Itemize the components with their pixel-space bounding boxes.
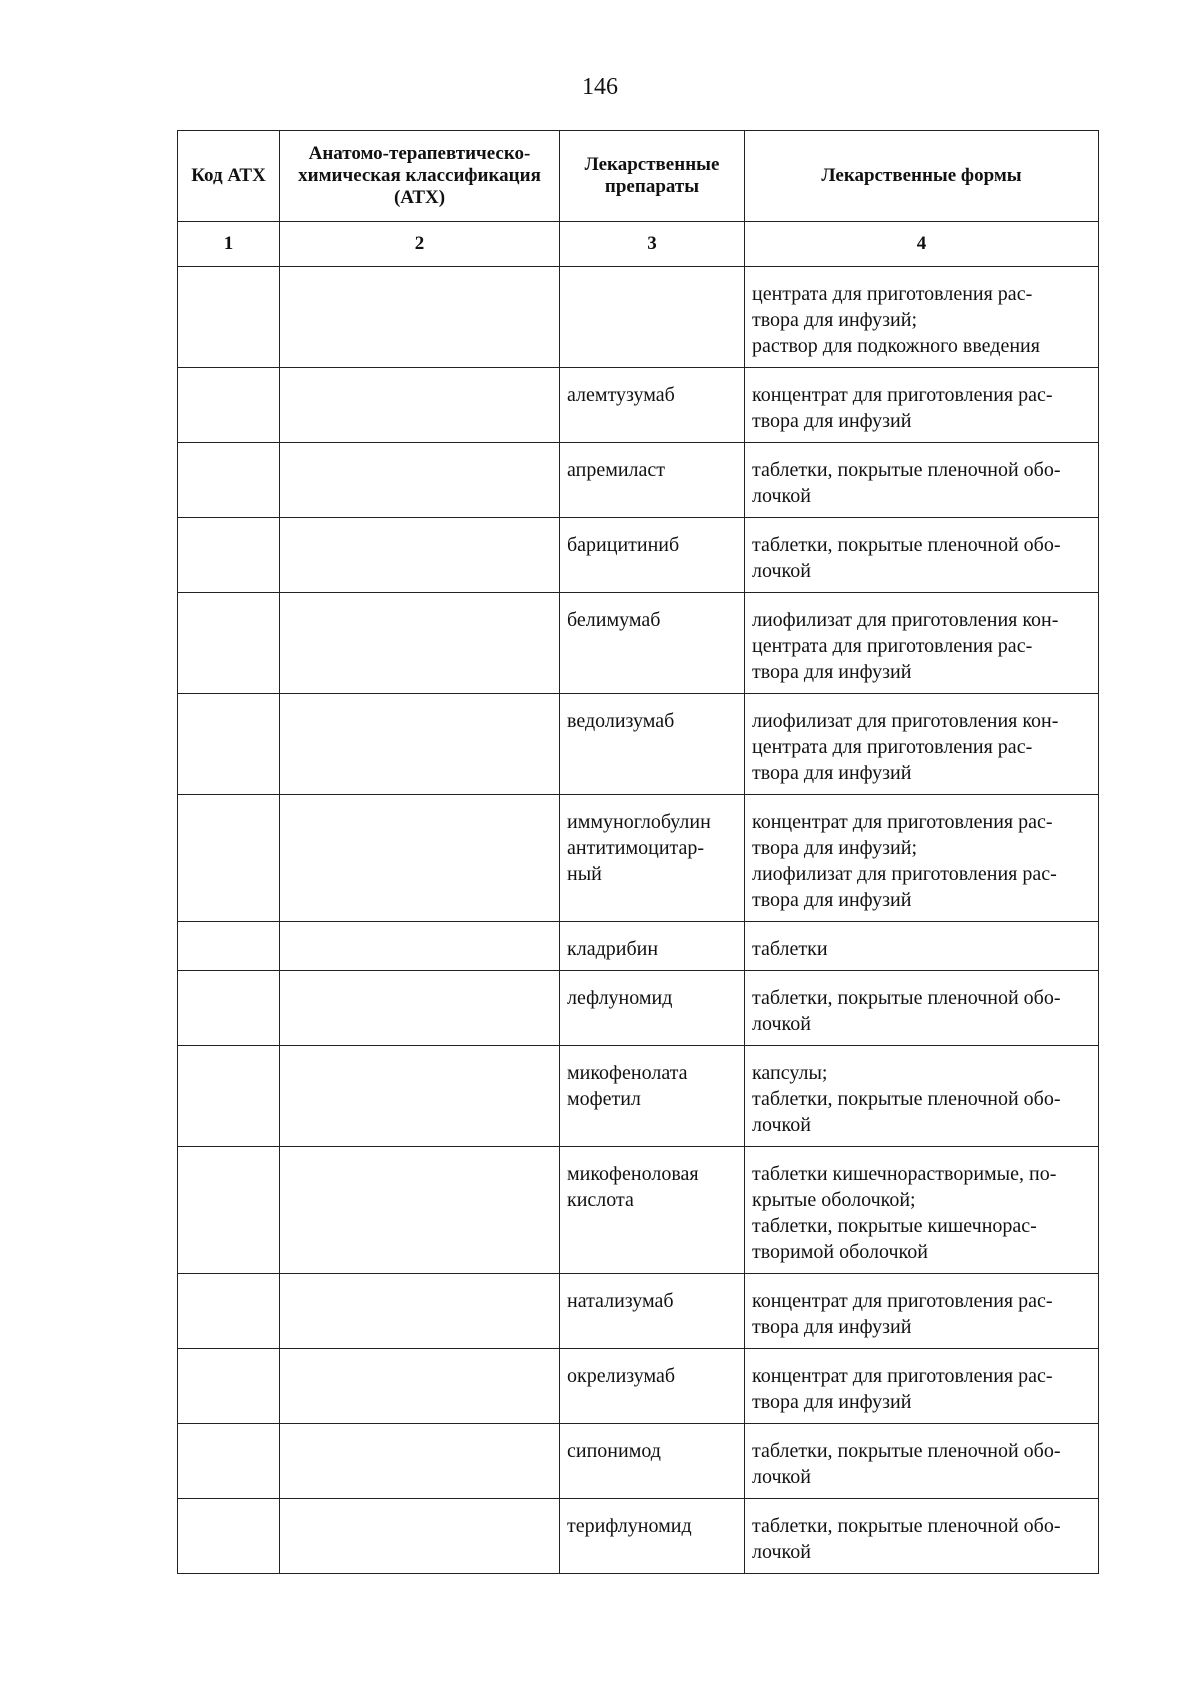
form-line: таблетки, покрытые пленочной обо- — [752, 1440, 1061, 1462]
cell-code — [178, 443, 280, 518]
atx-table — [177, 130, 1099, 1574]
cell-drug — [560, 518, 745, 593]
cell-drug — [560, 1274, 745, 1349]
cell-classification — [280, 518, 560, 593]
form-line: лочкой — [752, 1013, 811, 1035]
form-line: лочкой — [752, 485, 811, 507]
cell-drug — [560, 1499, 745, 1574]
cell-code — [178, 971, 280, 1046]
form-line: раствор для подкожного введения — [752, 335, 1040, 357]
cell-code — [178, 518, 280, 593]
header-classification: Анатомо-терапевтическо-химическая классификация (АТХ) — [280, 131, 560, 222]
cell-classification — [280, 593, 560, 694]
table-row — [178, 922, 1099, 971]
column-number-row — [178, 222, 1099, 267]
cell-forms — [745, 1499, 1099, 1574]
cell-forms — [745, 368, 1099, 443]
form-line: таблетки, покрытые пленочной обо- — [752, 1088, 1061, 1110]
form-line: твора для инфузий — [752, 410, 912, 432]
form-line: концентрат для приготовления рас- — [752, 384, 1053, 406]
drug-name-line: терифлуномид — [567, 1515, 692, 1537]
drug-name-line: антитимоцитар- — [567, 837, 705, 859]
form-line: твора для инфузий; — [752, 309, 918, 331]
cell-classification — [280, 443, 560, 518]
cell-forms — [745, 593, 1099, 694]
table-header-row — [178, 131, 1099, 222]
header-code: Код АТХ — [178, 131, 280, 222]
form-line: таблетки, покрытые пленочной обо- — [752, 534, 1061, 556]
drug-name-line: кислота — [567, 1189, 634, 1211]
cell-code — [178, 922, 280, 971]
form-line: концентрат для приготовления рас- — [752, 1365, 1053, 1387]
cell-code — [178, 1424, 280, 1499]
drug-name-line: мофетил — [567, 1088, 641, 1110]
column-number: 1 — [178, 222, 280, 267]
form-line: капсулы; — [752, 1062, 828, 1084]
drug-name-line: сипонимод — [567, 1440, 661, 1462]
drug-name-line: натализумаб — [567, 1290, 674, 1312]
drug-name-line: ведолизумаб — [567, 710, 675, 732]
table-row — [178, 1499, 1099, 1574]
table-row — [178, 593, 1099, 694]
drug-name-line: иммуноглобулин — [567, 811, 711, 833]
table-row — [178, 1274, 1099, 1349]
form-line: концентрат для приготовления рас- — [752, 811, 1053, 833]
cell-forms — [745, 1147, 1099, 1274]
cell-classification — [280, 922, 560, 971]
cell-classification — [280, 1274, 560, 1349]
table-row — [178, 1424, 1099, 1499]
form-line: лочкой — [752, 1466, 811, 1488]
cell-code — [178, 795, 280, 922]
form-line: лиофилизат для приготовления кон- — [752, 710, 1059, 732]
cell-classification — [280, 971, 560, 1046]
cell-classification — [280, 1147, 560, 1274]
cell-forms — [745, 443, 1099, 518]
cell-classification — [280, 795, 560, 922]
cell-forms — [745, 922, 1099, 971]
form-line: крытые оболочкой; — [752, 1189, 916, 1211]
form-line: центрата для приготовления рас- — [752, 283, 1033, 305]
page-number: 146 — [582, 74, 618, 100]
form-line: твора для инфузий — [752, 889, 912, 911]
cell-forms — [745, 267, 1099, 368]
table-row — [178, 971, 1099, 1046]
column-number: 2 — [280, 222, 560, 267]
cell-classification — [280, 1424, 560, 1499]
cell-drug — [560, 1147, 745, 1274]
cell-forms — [745, 795, 1099, 922]
cell-forms — [745, 1349, 1099, 1424]
drug-name-line: микофенолата — [567, 1062, 688, 1084]
header-drugs: Лекарственные препараты — [560, 131, 745, 222]
drug-name-line: микофеноловая — [567, 1163, 699, 1185]
cell-code — [178, 1499, 280, 1574]
table-row — [178, 368, 1099, 443]
cell-drug — [560, 1046, 745, 1147]
table-row — [178, 1147, 1099, 1274]
header-forms: Лекарственные формы — [745, 131, 1099, 222]
cell-code — [178, 1147, 280, 1274]
table-row — [178, 518, 1099, 593]
drug-name-line: алемтузумаб — [567, 384, 675, 406]
cell-code — [178, 1349, 280, 1424]
cell-classification — [280, 267, 560, 368]
cell-drug — [560, 443, 745, 518]
column-number: 4 — [745, 222, 1099, 267]
cell-code — [178, 368, 280, 443]
drug-name-line: лефлуномид — [567, 987, 673, 1009]
drug-name-line: барицитиниб — [567, 534, 680, 556]
cell-classification — [280, 1046, 560, 1147]
form-line: таблетки, покрытые кишечнорас- — [752, 1215, 1037, 1237]
cell-drug — [560, 922, 745, 971]
drug-name-line: апремиласт — [567, 459, 666, 481]
cell-forms — [745, 694, 1099, 795]
cell-forms — [745, 1424, 1099, 1499]
cell-drug — [560, 694, 745, 795]
cell-classification — [280, 1349, 560, 1424]
form-line: лиофилизат для приготовления кон- — [752, 609, 1059, 631]
form-line: таблетки — [752, 938, 828, 960]
form-line: лочкой — [752, 1541, 811, 1563]
cell-code — [178, 593, 280, 694]
cell-code — [178, 694, 280, 795]
form-line: таблетки, покрытые пленочной обо- — [752, 987, 1061, 1009]
drug-name-line: окрелизумаб — [567, 1365, 676, 1387]
form-line: таблетки, покрытые пленочной обо- — [752, 459, 1061, 481]
form-line: лочкой — [752, 1114, 811, 1136]
table-row — [178, 1046, 1099, 1147]
table-row — [178, 795, 1099, 922]
table-row — [178, 267, 1099, 368]
drug-name-line: белимумаб — [567, 609, 661, 631]
form-line: лочкой — [752, 560, 811, 582]
form-line: творимой оболочкой — [752, 1241, 928, 1263]
form-line: таблетки, покрытые пленочной обо- — [752, 1515, 1061, 1537]
column-number: 3 — [560, 222, 745, 267]
drug-name-line: ный — [567, 863, 602, 885]
cell-drug — [560, 1424, 745, 1499]
cell-drug — [560, 1349, 745, 1424]
cell-classification — [280, 694, 560, 795]
cell-drug — [560, 593, 745, 694]
form-line: лиофилизат для приготовления рас- — [752, 863, 1057, 885]
form-line: концентрат для приготовления рас- — [752, 1290, 1053, 1312]
form-line: таблетки кишечнорастворимые, по- — [752, 1163, 1057, 1185]
cell-classification — [280, 1499, 560, 1574]
cell-code — [178, 267, 280, 368]
table-row — [178, 443, 1099, 518]
cell-code — [178, 1046, 280, 1147]
cell-forms — [745, 1274, 1099, 1349]
form-line: твора для инфузий — [752, 1316, 912, 1338]
form-line: твора для инфузий; — [752, 837, 918, 859]
form-line: твора для инфузий — [752, 762, 912, 784]
cell-code — [178, 1274, 280, 1349]
table-row — [178, 694, 1099, 795]
form-line: твора для инфузий — [752, 1391, 912, 1413]
form-line: центрата для приготовления рас- — [752, 736, 1033, 758]
form-line: центрата для приготовления рас- — [752, 635, 1033, 657]
cell-drug — [560, 971, 745, 1046]
cell-forms — [745, 518, 1099, 593]
cell-forms — [745, 971, 1099, 1046]
cell-drug — [560, 795, 745, 922]
drug-name-line: кладрибин — [567, 938, 659, 960]
table-row — [178, 1349, 1099, 1424]
form-line: твора для инфузий — [752, 661, 912, 683]
cell-classification — [280, 368, 560, 443]
cell-forms — [745, 1046, 1099, 1147]
cell-drug — [560, 368, 745, 443]
cell-drug — [560, 267, 745, 368]
